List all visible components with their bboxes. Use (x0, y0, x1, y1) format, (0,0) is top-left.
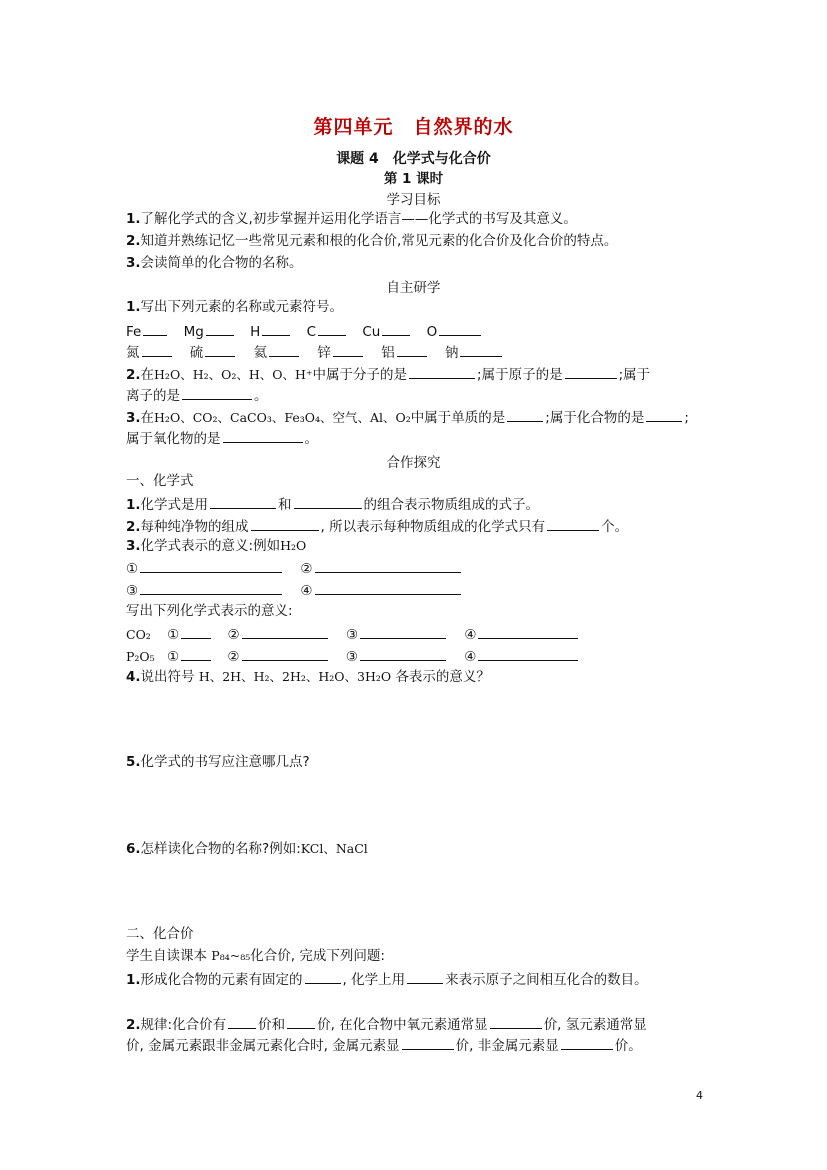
answer-blank[interactable] (478, 646, 578, 661)
answer-blank[interactable] (382, 321, 410, 336)
answer-blank[interactable] (490, 1014, 542, 1029)
answer-blank[interactable] (460, 342, 502, 357)
answer-blank[interactable] (402, 1035, 454, 1050)
answer-blank[interactable] (646, 407, 682, 422)
element-name-row: 氮 硫 氦 锌 铝 钠 (126, 342, 504, 362)
answer-blank[interactable] (223, 428, 303, 443)
answer-blank[interactable] (315, 558, 461, 573)
coop-q3-meanings-2: ③ ④ (126, 580, 463, 600)
answer-blank[interactable] (360, 624, 446, 639)
answer-blank[interactable] (251, 516, 319, 531)
lesson-title: 课题 4 化学式与化合价 (336, 151, 491, 167)
answer-blank[interactable] (206, 321, 234, 336)
coop-write-meaning: 写出下列化学式表示的意义: (126, 603, 293, 619)
coop-q6: 6.怎样读化合物的名称?例如:KCl、NaCl (126, 841, 368, 857)
page-number: 4 (696, 1089, 703, 1102)
answer-blank[interactable] (182, 385, 252, 400)
answer-blank[interactable] (333, 342, 363, 357)
period-title: 第 1 课时 (383, 171, 444, 187)
goal-3: 3.会读简单的化合物的名称。 (126, 255, 303, 271)
page-title: 第四单元 自然界的水 (313, 116, 514, 138)
goal-1: 1.了解化学式的含义,初步掌握并运用化学语言——化学式的书写及其意义。 (126, 211, 577, 227)
answer-blank[interactable] (318, 321, 346, 336)
answer-blank[interactable] (242, 646, 328, 661)
goal-2: 2.知道并熟练记忆一些常见元素和根的化合价,常见元素的化合价及化合价的特点。 (126, 233, 618, 249)
answer-blank[interactable] (565, 364, 617, 379)
answer-blank[interactable] (315, 580, 461, 595)
answer-blank[interactable] (397, 342, 427, 357)
answer-blank[interactable] (407, 969, 443, 984)
answer-blank[interactable] (547, 516, 599, 531)
answer-blank[interactable] (294, 494, 362, 509)
coop-part2-heading: 二、化合价 (126, 926, 194, 942)
answer-blank[interactable] (360, 646, 446, 661)
coop-q5: 5.化学式的书写应注意哪几点? (126, 754, 310, 770)
self-q2-cont: 离子的是 。 (126, 385, 268, 405)
valence-q2-cont: 价, 金属元素跟非金属元素化合时, 金属元素显 价, 非金属元素显 价。 (126, 1035, 642, 1055)
self-q2: 2.在H₂O、H₂、O₂、H、O、H⁺中属于分子的是 ;属于原子的是 ;属于 (126, 364, 650, 384)
coop-read-textbook: 学生自读课本 P₈₄~₈₅化合价, 完成下列问题: (126, 948, 385, 964)
self-q1: 1.写出下列元素的名称或元素符号。 (126, 299, 344, 315)
self-q3-cont: 属于氧化物的是 。 (126, 428, 318, 448)
answer-blank[interactable] (242, 624, 328, 639)
answer-blank[interactable] (409, 364, 475, 379)
coop-q3: 3.化学式表示的意义:例如H₂O (126, 538, 307, 554)
answer-blank[interactable] (287, 1014, 315, 1029)
coop-q1: 1.化学式是用 和 的组合表示物质组成的式子。 (126, 494, 539, 514)
valence-q1: 1.形成化合物的元素有固定的 , 化学上用 来表示原子之间相互化合的数目。 (126, 969, 648, 989)
answer-blank[interactable] (305, 969, 341, 984)
answer-blank[interactable] (181, 624, 211, 639)
answer-blank[interactable] (140, 558, 282, 573)
coop-q3-meanings-1: ① ② (126, 558, 463, 578)
valence-q2: 2.规律:化合价有 价和 价, 在化合物中氧元素通常显 价, 氢元素通常显 (126, 1014, 647, 1034)
answer-blank[interactable] (210, 494, 276, 509)
coop-part1-heading: 一、化学式 (126, 473, 194, 489)
answer-blank[interactable] (143, 321, 167, 336)
section-goals-heading: 学习目标 (386, 192, 441, 208)
p2o5-meanings: P₂O₅ ① ② ③ ④ (126, 646, 580, 666)
answer-blank[interactable] (561, 1035, 613, 1050)
answer-blank[interactable] (142, 342, 172, 357)
answer-blank[interactable] (205, 342, 235, 357)
self-q3: 3.在H₂O、CO₂、CaCO₃、Fe₃O₄、空气、Al、O₂中属于单质的是 ;属于化合物的是 ; (126, 407, 689, 427)
coop-q2: 2.每种纯净物的组成 , 所以表示每种物质组成的化学式只有 个。 (126, 516, 628, 536)
answer-blank[interactable] (140, 580, 282, 595)
answer-blank[interactable] (262, 321, 290, 336)
co2-meanings: CO₂ ① ② ③ ④ (126, 624, 580, 644)
answer-blank[interactable] (181, 646, 211, 661)
answer-blank[interactable] (507, 407, 543, 422)
element-symbol-row: Fe Mg H C Cu O (126, 321, 483, 341)
section-self-study-heading: 自主研学 (386, 280, 441, 296)
answer-blank[interactable] (478, 624, 578, 639)
answer-blank[interactable] (228, 1014, 256, 1029)
coop-q4: 4.说出符号 H、2H、H₂、2H₂、H₂O、3H₂O 各表示的意义？ (126, 669, 490, 685)
answer-blank[interactable] (439, 321, 481, 336)
section-coop-heading: 合作探究 (386, 455, 441, 471)
answer-blank[interactable] (269, 342, 299, 357)
